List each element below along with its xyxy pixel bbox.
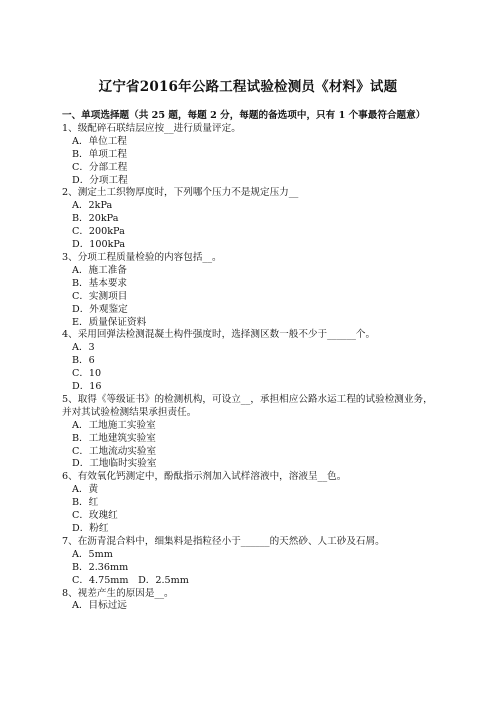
answer-option: B．基本要求 (72, 277, 128, 289)
answer-option: A．2kPa (72, 200, 113, 212)
answer-option: C．工地流动实验室 (72, 445, 157, 457)
answer-option: A．施工准备 (72, 264, 127, 276)
answer-option: D．外观鉴定 (72, 303, 128, 315)
question-block (62, 329, 434, 394)
answer-option: A．黄 (72, 484, 99, 496)
question-text: 5、取得《等级证书》的检测机构，可设立__，承担相应公路水运工程的试验检测业务，并对其试验检测结果承担责任。 (62, 393, 433, 418)
question-text: 1、级配碎石联结层应按__进行质量评定。 (62, 122, 241, 134)
answer-option: C．分部工程 (72, 161, 128, 173)
question-text: 3、分项工程质量检验的内容包括__。 (62, 251, 222, 263)
answer-option: B．工地建筑实验室 (72, 432, 156, 444)
answer-option: A．目标过远 (72, 600, 127, 612)
question-text: 4、采用回弹法检测混凝土构件强度时，选择测区数一般不少于______个。 (62, 329, 376, 341)
answer-option: C．4.75mm D．2.5mm (72, 574, 189, 586)
answer-option: E．质量保证资料 (72, 316, 147, 328)
answer-option: A．3 (72, 342, 95, 354)
question-block (62, 588, 434, 614)
question-block (62, 123, 434, 188)
answer-option: C．实测项目 (72, 290, 128, 302)
answer-option: B．2.36mm (72, 561, 129, 573)
question-text: 8、视差产生的原因是__。 (62, 587, 174, 599)
document-body (62, 110, 434, 613)
answer-option: C．10 (72, 368, 102, 380)
question-block (62, 252, 434, 329)
answer-option: A．工地施工实验室 (72, 419, 156, 431)
question-text: 7、在沥青混合料中，细集料是指粒径小于______的天然砂、人工砂及石屑。 (62, 535, 385, 547)
question-text: 2、测定土工织物厚度时，下列哪个压力不是规定压力__ (62, 187, 299, 199)
question-block (62, 394, 434, 471)
answer-option: B．单项工程 (72, 148, 128, 160)
answer-option: D．粉红 (72, 523, 109, 534)
answer-option: A．单位工程 (72, 135, 127, 147)
question-block (62, 536, 434, 588)
question-block (62, 187, 434, 252)
answer-option: B．20kPa (72, 213, 119, 225)
answer-option: A．5mm (72, 548, 113, 560)
question-block (62, 471, 434, 536)
answer-option: D．分项工程 (72, 174, 128, 186)
answer-option: C．玫瑰红 (72, 510, 118, 522)
document-title: 辽宁省2016年公路工程试验检测员《材料》试题 (98, 79, 398, 95)
answer-option: D．100kPa (72, 239, 126, 251)
answer-option: D．16 (72, 381, 102, 393)
question-text: 6、有效氧化钙测定中，酚酞指示剂加入试样溶液中，溶液呈__色。 (62, 471, 347, 483)
answer-option: D．工地临时实验室 (72, 458, 157, 470)
answer-option: C．200kPa (72, 226, 125, 238)
answer-option: B．红 (72, 497, 99, 509)
answer-option: B．6 (72, 355, 95, 367)
section-heading: 一、单项选择题（共 25 题，每题 2 分，每题的备选项中，只有 1 个事最符合题意） (62, 110, 426, 121)
